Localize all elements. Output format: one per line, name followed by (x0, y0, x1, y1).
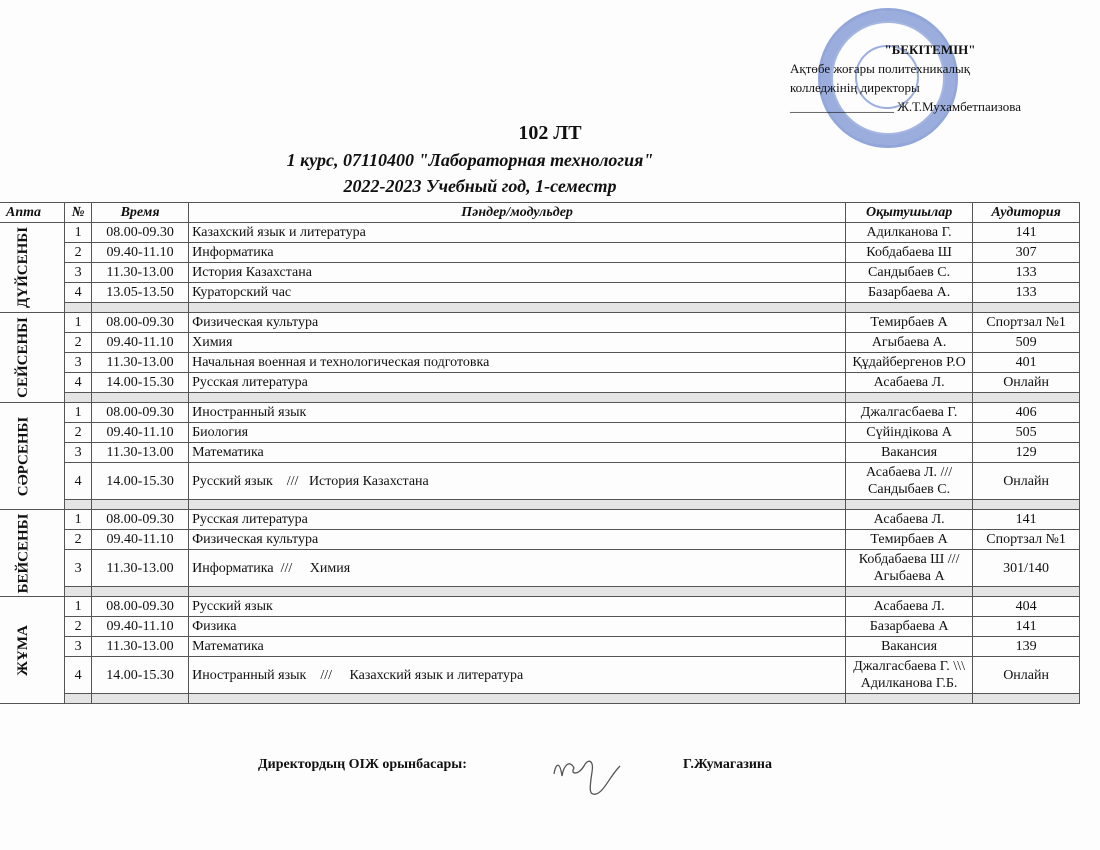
lesson-subject: Физическая культура (189, 530, 846, 550)
table-row (0, 423, 1080, 443)
table-row (0, 333, 1080, 353)
day-cell (0, 403, 65, 510)
lesson-number: 4 (65, 463, 92, 500)
day-cell (0, 223, 65, 313)
lesson-number: 4 (65, 657, 92, 694)
separator-cell (189, 393, 846, 403)
lesson-number: 1 (65, 597, 92, 617)
lesson-subject: Казахский язык и литература (189, 223, 846, 243)
separator-cell (65, 694, 92, 704)
lesson-time: 08.00-09.30 (92, 313, 189, 333)
lesson-subject: Русская литература (189, 373, 846, 393)
table-row (0, 283, 1080, 303)
lesson-number: 1 (65, 403, 92, 423)
table-row (0, 223, 1080, 243)
approval-line2: колледжінің директоры (790, 80, 920, 95)
lesson-teacher: Темирбаев А (846, 530, 973, 550)
lesson-time: 14.00-15.30 (92, 657, 189, 694)
lesson-time: 11.30-13.00 (92, 443, 189, 463)
lesson-teacher: Кобдабаева Ш (846, 243, 973, 263)
lesson-time: 13.05-13.50 (92, 283, 189, 303)
group-title: 102 ЛТ (518, 122, 582, 144)
header-room: Аудитория (973, 203, 1080, 223)
lesson-number: 3 (65, 263, 92, 283)
lesson-subject: Русский язык /// История Казахстана (189, 463, 846, 500)
lesson-teacher: Темирбаев А (846, 313, 973, 333)
separator-cell (973, 694, 1080, 704)
lesson-room: 406 (973, 403, 1080, 423)
approval-signatory: ________________ Ж.Т.Мухамбетпаизова (790, 99, 1021, 114)
header-time: Время (92, 203, 189, 223)
separator-row (0, 500, 1080, 510)
day-cell (0, 597, 65, 704)
lesson-subject: Русский язык (189, 597, 846, 617)
header-no: № (65, 203, 92, 223)
day-name: СЕЙСЕНБІ (15, 317, 32, 398)
course-title: 1 курс, 07110400 "Лабораторная технология" (286, 150, 654, 170)
separator-row (0, 587, 1080, 597)
lesson-room: 509 (973, 333, 1080, 353)
separator-cell (92, 500, 189, 510)
lesson-subject: Кураторский час (189, 283, 846, 303)
lesson-teacher: Вакансия (846, 637, 973, 657)
lesson-room: 307 (973, 243, 1080, 263)
lesson-room: 129 (973, 443, 1080, 463)
lesson-room: Спортзал №1 (973, 530, 1080, 550)
separator-cell (92, 694, 189, 704)
separator-cell (65, 303, 92, 313)
separator-cell (846, 587, 973, 597)
day-cell (0, 510, 65, 597)
table-row (0, 443, 1080, 463)
separator-cell (189, 303, 846, 313)
approval-line1: Ақтөбе жоғары политехникалық (790, 61, 971, 76)
lesson-time: 08.00-09.30 (92, 403, 189, 423)
lesson-time: 09.40-11.10 (92, 243, 189, 263)
lesson-subject: Математика (189, 637, 846, 657)
lesson-time: 11.30-13.00 (92, 353, 189, 373)
table-row (0, 530, 1080, 550)
lesson-number: 4 (65, 373, 92, 393)
lesson-number: 1 (65, 510, 92, 530)
table-row (0, 403, 1080, 423)
table-row (0, 373, 1080, 393)
lesson-time: 09.40-11.10 (92, 423, 189, 443)
lesson-teacher: Асабаева Л. (846, 597, 973, 617)
lesson-teacher: Асабаева Л. (846, 373, 973, 393)
lesson-room: 141 (973, 223, 1080, 243)
lesson-number: 2 (65, 243, 92, 263)
lesson-teacher: Құдайбергенов Р.О (846, 353, 973, 373)
lesson-teacher: Вакансия (846, 443, 973, 463)
lesson-subject: Русская литература (189, 510, 846, 530)
lesson-number: 4 (65, 283, 92, 303)
table-row (0, 463, 1080, 500)
day-name: ЖҰМА (15, 624, 32, 676)
lesson-room: 404 (973, 597, 1080, 617)
lesson-number: 2 (65, 617, 92, 637)
separator-cell (973, 393, 1080, 403)
lesson-room: 139 (973, 637, 1080, 657)
table-row (0, 243, 1080, 263)
table-row (0, 550, 1080, 587)
separator-cell (92, 587, 189, 597)
lesson-room: 505 (973, 423, 1080, 443)
lesson-room: 133 (973, 283, 1080, 303)
lesson-subject: Химия (189, 333, 846, 353)
lesson-subject: Математика (189, 443, 846, 463)
separator-cell (189, 694, 846, 704)
lesson-number: 2 (65, 423, 92, 443)
separator-cell (92, 393, 189, 403)
lesson-subject: История Казахстана (189, 263, 846, 283)
table-row (0, 637, 1080, 657)
lesson-teacher: Сүйіндікова А (846, 423, 973, 443)
lesson-room: 401 (973, 353, 1080, 373)
lesson-teacher: Асабаева Л. (846, 510, 973, 530)
header-row (0, 203, 1080, 223)
lesson-number: 3 (65, 443, 92, 463)
lesson-subject: Информатика (189, 243, 846, 263)
lesson-teacher: Базарбаева А. (846, 283, 973, 303)
table-row (0, 353, 1080, 373)
lesson-room: 141 (973, 617, 1080, 637)
lesson-time: 09.40-11.10 (92, 617, 189, 637)
separator-cell (65, 393, 92, 403)
lesson-number: 3 (65, 353, 92, 373)
lesson-time: 08.00-09.30 (92, 223, 189, 243)
lesson-subject: Биология (189, 423, 846, 443)
lesson-room: 301/140 (973, 550, 1080, 587)
separator-cell (973, 500, 1080, 510)
separator-cell (973, 587, 1080, 597)
day-name: ДҮЙСЕНБІ (15, 226, 32, 309)
lesson-time: 11.30-13.00 (92, 550, 189, 587)
table-row (0, 597, 1080, 617)
lesson-subject: Физическая культура (189, 313, 846, 333)
deputy-position: Директордың ОІЖ орынбасары: (258, 757, 467, 772)
lesson-time: 11.30-13.00 (92, 637, 189, 657)
table-row (0, 263, 1080, 283)
day-name: СӘРСЕНБІ (15, 416, 32, 496)
lesson-teacher: Адилканова Г. (846, 223, 973, 243)
separator-cell (846, 303, 973, 313)
separator-row (0, 694, 1080, 704)
table-row (0, 617, 1080, 637)
day-name: БЕЙСЕНБІ (15, 513, 32, 593)
lesson-room: 133 (973, 263, 1080, 283)
separator-cell (846, 694, 973, 704)
table-row (0, 313, 1080, 333)
lesson-teacher: Кобдабаева Ш /// Агыбаева А (846, 550, 973, 587)
lesson-teacher: Асабаева Л. /// Сандыбаев С. (846, 463, 973, 500)
lesson-subject: Начальная военная и технологическая подготовка (189, 353, 846, 373)
year-title: 2022-2023 Учебный год, 1-семестр (343, 176, 617, 196)
lesson-time: 14.00-15.30 (92, 463, 189, 500)
lesson-room: Онлайн (973, 373, 1080, 393)
separator-cell (65, 587, 92, 597)
header-subject: Пәндер/модульдер (189, 203, 846, 223)
lesson-number: 3 (65, 550, 92, 587)
lesson-number: 1 (65, 313, 92, 333)
lesson-room: Онлайн (973, 657, 1080, 694)
separator-cell (189, 500, 846, 510)
header-teacher: Оқытушылар (846, 203, 973, 223)
lesson-time: 08.00-09.30 (92, 510, 189, 530)
lesson-room: Онлайн (973, 463, 1080, 500)
lesson-time: 09.40-11.10 (92, 333, 189, 353)
lesson-teacher: Агыбаева А. (846, 333, 973, 353)
lesson-teacher: Сандыбаев С. (846, 263, 973, 283)
handwritten-signature (548, 752, 628, 802)
separator-cell (846, 500, 973, 510)
lesson-subject: Иностранный язык (189, 403, 846, 423)
lesson-time: 14.00-15.30 (92, 373, 189, 393)
table-row (0, 510, 1080, 530)
lesson-subject: Иностранный язык /// Казахский язык и литература (189, 657, 846, 694)
approval-title: "БЕКІТЕМІН" (884, 42, 976, 57)
approval-block (790, 40, 1060, 116)
lesson-subject: Физика (189, 617, 846, 637)
lesson-subject: Информатика /// Химия (189, 550, 846, 587)
lesson-number: 2 (65, 530, 92, 550)
lesson-teacher: Базарбаева А (846, 617, 973, 637)
deputy-name: Г.Жумагазина (683, 757, 772, 772)
schedule-table (0, 202, 1080, 704)
lesson-room: 141 (973, 510, 1080, 530)
lesson-number: 3 (65, 637, 92, 657)
separator-cell (65, 500, 92, 510)
separator-row (0, 303, 1080, 313)
separator-row (0, 393, 1080, 403)
day-cell (0, 313, 65, 403)
lesson-room: Спортзал №1 (973, 313, 1080, 333)
lesson-teacher: Джалгасбаева Г. (846, 403, 973, 423)
lesson-time: 11.30-13.00 (92, 263, 189, 283)
separator-cell (189, 587, 846, 597)
separator-cell (846, 393, 973, 403)
lesson-time: 09.40-11.10 (92, 530, 189, 550)
separator-cell (973, 303, 1080, 313)
lesson-teacher: Джалгасбаева Г. \\\ Адилканова Г.Б. (846, 657, 973, 694)
separator-cell (92, 303, 189, 313)
lesson-time: 08.00-09.30 (92, 597, 189, 617)
lesson-number: 2 (65, 333, 92, 353)
header-day: Апта (0, 203, 65, 223)
lesson-number: 1 (65, 223, 92, 243)
table-row (0, 657, 1080, 694)
